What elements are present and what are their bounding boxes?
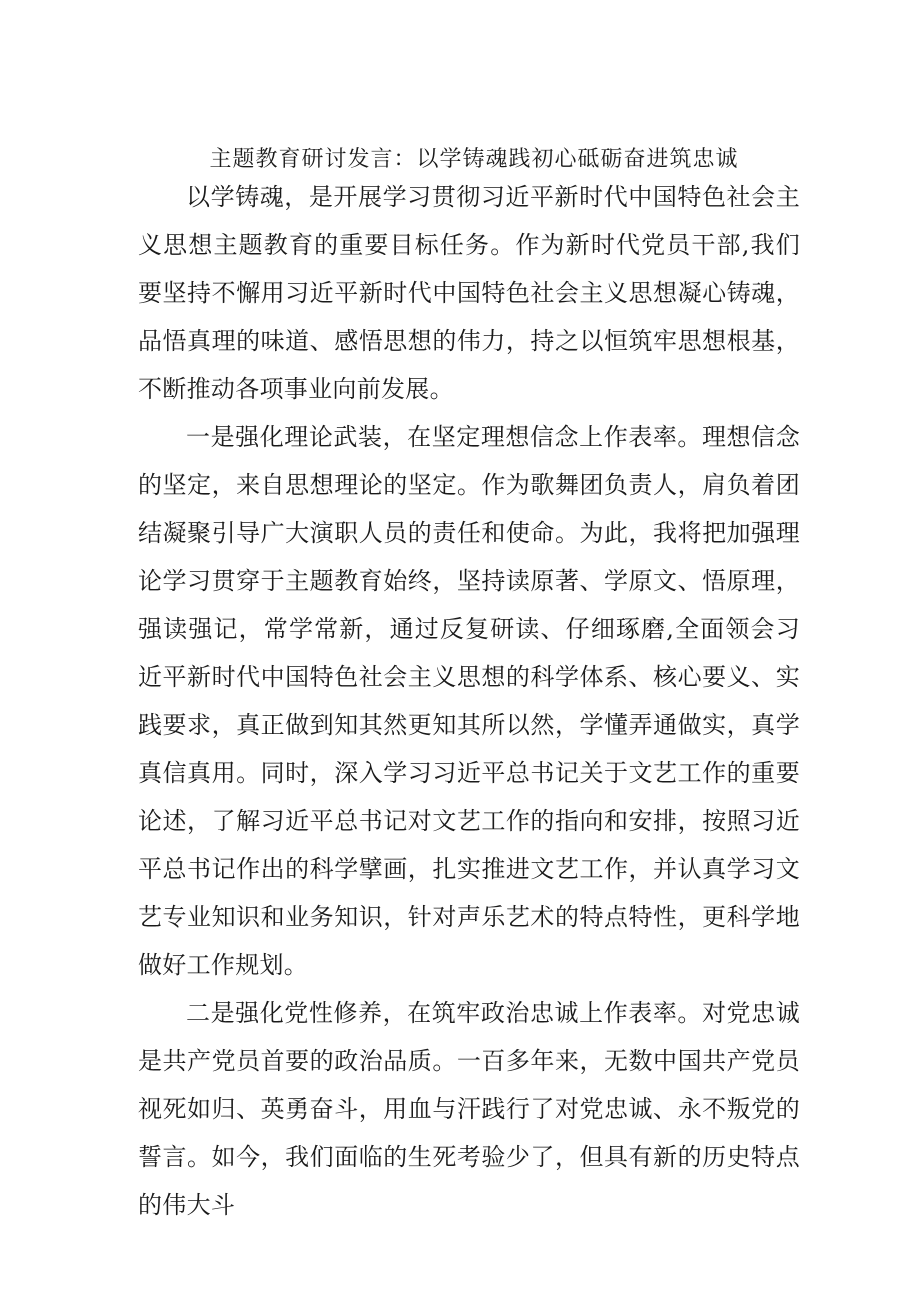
document-body	[138, 173, 800, 1229]
document-title: 主题教育研讨发言：以学铸魂践初心砥砺奋进筑忠诚	[209, 147, 739, 172]
paragraph-point-two: 二是强化党性修养，在筑牢政治忠诚上作表率。对党忠诚是共产党员首要的政治品质。一百多年来，无数中国共产党员视死如归、英勇奋斗，用血与汗践行了对党忠诚、永不叛党的誓言。如今，我们面临的生死考验少了，但具有新的历史特点的伟大斗	[138, 999, 800, 1219]
paragraph-intro: 以学铸魂，是开展学习贯彻习近平新时代中国特色社会主义思想主题教育的重要目标任务。作为新时代党员干部,我们要坚持不懈用习近平新时代中国特色社会主义思想凝心铸魂，品悟真理的味道、感悟思想的伟力，持之以恒筑牢思想根基，不断推动各项事业向前发展。	[138, 183, 800, 403]
paragraph-point-one: 一是强化理论武装，在坚定理想信念上作表率。理想信念的坚定，来自思想理论的坚定。作为歌舞团负责人，肩负着团结凝聚引导广大演职人员的责任和使命。为此，我将把加强理论学习贯穿于主题教育始终，坚持读原著、学原文、悟原理，强读强记，常学常新，通过反复研读、仔细琢磨,全面领会习近平新时代中国特色社会主义思想的科学体系、核心要义、实践要求，真正做到知其然更知其所以然，学懂弄通做实，真学真信真用。同时，深入学习习近平总书记关于文艺工作的重要论述，了解习近平总书记对文艺工作的指向和安排，按照习近平总书记作出的科学擘画，扎实推进文艺工作，并认真学习文艺专业知识和业务知识，针对声乐艺术的特点特性，更科学地做好工作规划。	[138, 423, 800, 979]
